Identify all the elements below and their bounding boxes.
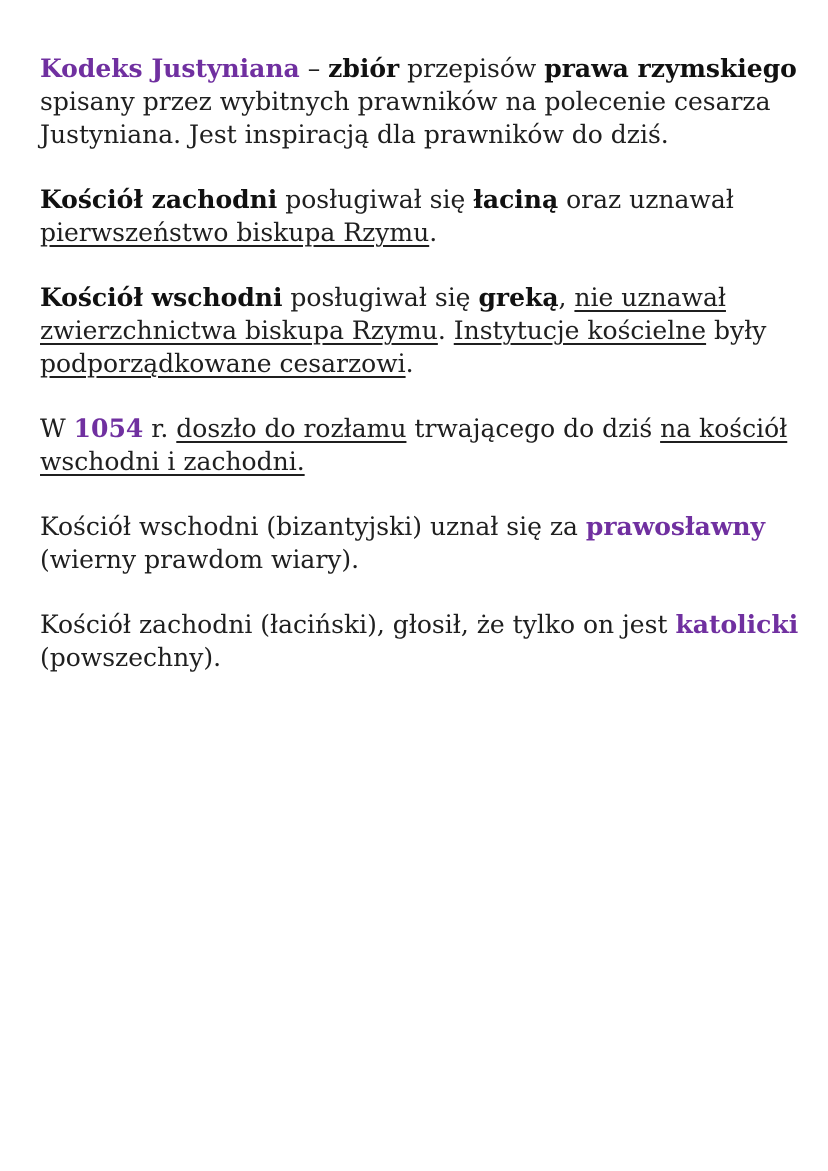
- term-kodeks-justyniana: Kodeks Justyniana: [40, 54, 300, 83]
- paragraph-kosciol-wschodni: [40, 281, 800, 380]
- text-poslugiwal: posługiwał się: [277, 185, 474, 214]
- document-page: [40, 52, 800, 706]
- term-lacina: łaciną: [473, 185, 559, 214]
- text-kodeks-description: spisany przez wybitnych prawników na polecenie cesarza Justyniana. Jest inspiracją dla prawników do dziś.: [40, 87, 771, 149]
- underlined-instytucje: Instytucje kościelne: [453, 316, 707, 345]
- text-kosciol-zachodni-glosil: Kościół zachodni (łaciński), głosił, że tylko on jest: [40, 610, 676, 639]
- text-wierny-prawdom: (wierny prawdom wiary).: [40, 545, 360, 574]
- term-greka: greką: [478, 283, 559, 312]
- paragraph-katolicki: [40, 608, 800, 674]
- text-byly: były: [706, 316, 767, 345]
- text-period: .: [405, 349, 414, 378]
- underlined-na-kosciol: na kościół wschodni i zachodni.: [40, 414, 788, 476]
- paragraph-kodeks-justyniana: [40, 52, 800, 151]
- paragraph-kosciol-zachodni: [40, 183, 800, 249]
- term-prawoslawny: prawosławny: [585, 512, 766, 541]
- paragraph-prawoslawny: [40, 510, 800, 576]
- text-przepisow: przepisów: [399, 54, 545, 83]
- text-powszechny: (powszechny).: [40, 643, 222, 672]
- term-zbior: zbiór: [328, 54, 400, 83]
- text-kosciol-wschodni-uznal: Kościół wschodni (bizantyjski) uznał się za: [40, 512, 586, 541]
- text-dash: –: [299, 54, 329, 83]
- term-katolicki: katolicki: [675, 610, 799, 639]
- text-oraz-uznawal: oraz uznawał: [558, 185, 734, 214]
- text-comma: ,: [558, 283, 575, 312]
- paragraph-rozlam: [40, 412, 800, 478]
- term-kosciol-wschodni: Kościół wschodni: [40, 283, 283, 312]
- text-w: W: [40, 414, 74, 443]
- term-year-1054: 1054: [73, 414, 144, 443]
- underlined-pierwszenstwo: pierwszeństwo biskupa Rzymu: [40, 218, 430, 247]
- text-poslugiwal: posługiwał się: [282, 283, 479, 312]
- text-r: r.: [143, 414, 177, 443]
- underlined-podporzadkowane: podporządkowane cesarzowi: [40, 349, 406, 378]
- text-trwajacego: trwającego do dziś: [406, 414, 661, 443]
- text-period: .: [429, 218, 438, 247]
- underlined-doszlo-do-rozlamu: doszło do rozłamu: [176, 414, 407, 443]
- term-kosciol-zachodni: Kościół zachodni: [40, 185, 278, 214]
- underlined-nie-uznawal: nie uznawał zwierzchnictwa biskupa Rzymu: [40, 283, 726, 345]
- term-prawa-rzymskiego: prawa rzymskiego: [544, 54, 797, 83]
- text-period: .: [437, 316, 454, 345]
